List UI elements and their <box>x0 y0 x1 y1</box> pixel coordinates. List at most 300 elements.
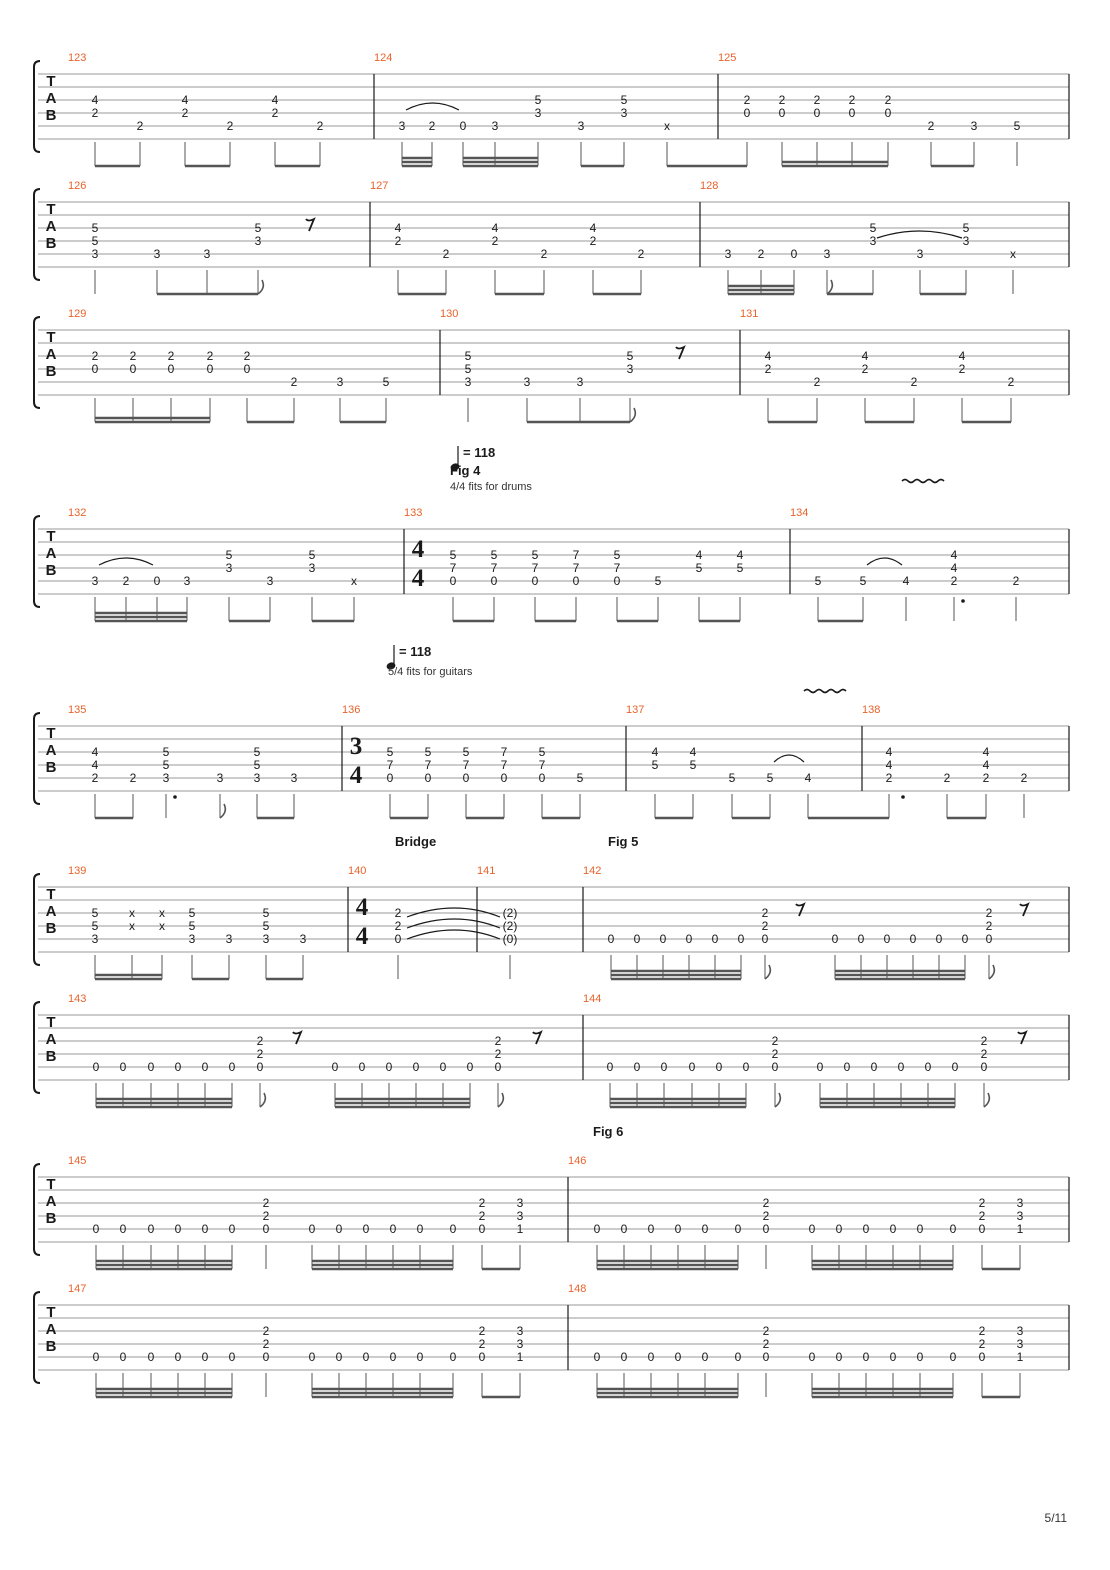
fret-number: 5 <box>91 906 99 920</box>
fret-number: 2 <box>394 906 402 920</box>
fret-number: 0 <box>685 932 693 946</box>
fret-number: 4 <box>394 221 402 235</box>
fret-number: 0 <box>92 1350 100 1364</box>
fret-number: 2 <box>1012 574 1020 588</box>
tab-system <box>34 308 1069 422</box>
fret-number: 0 <box>331 1060 339 1074</box>
rhythm-dot <box>901 795 905 799</box>
fret-number: 0 <box>308 1350 316 1364</box>
fret-number: 3 <box>254 234 262 248</box>
fret-number: 3 <box>91 574 99 588</box>
fret-number: 0 <box>831 932 839 946</box>
time-signature-top: 4 <box>355 894 369 921</box>
fret-number: 2 <box>762 1196 770 1210</box>
fret-number: 0 <box>620 1350 628 1364</box>
fret-number: 5 <box>1013 119 1021 133</box>
fret-number: 0 <box>978 1350 986 1364</box>
system-bracket <box>34 874 40 965</box>
fret-number: 0 <box>620 1222 628 1236</box>
fret-number: 5 <box>531 548 539 562</box>
fret-number: 5 <box>534 93 542 107</box>
note-flag <box>498 1093 503 1107</box>
fret-number: 7 <box>462 758 470 772</box>
fret-number: 2 <box>1020 771 1028 785</box>
fret-number: 2 <box>861 362 869 376</box>
fret-number: 4 <box>861 349 869 363</box>
fret-number: 2 <box>762 1209 770 1223</box>
fret-number: (2) <box>502 919 518 933</box>
fret-number: 0 <box>201 1350 209 1364</box>
fret-number: 0 <box>538 771 546 785</box>
fret-number: 7 <box>572 548 580 562</box>
eighth-rest <box>796 904 804 916</box>
fret-number: 0 <box>935 932 943 946</box>
tab-clef-letter: A <box>45 742 57 759</box>
fret-number: 5 <box>262 906 270 920</box>
fret-number: 4 <box>885 745 893 759</box>
tab-clef-letter: T <box>46 725 56 742</box>
fret-number: 3 <box>216 771 224 785</box>
fret-number: 5 <box>490 548 498 562</box>
measure-number: 130 <box>440 308 459 320</box>
fret-number: 2 <box>540 247 548 261</box>
note-flag <box>989 965 994 979</box>
fret-number: 3 <box>823 247 831 261</box>
fret-number: 2 <box>478 1196 486 1210</box>
section-fig4: Fig 4 <box>450 463 481 478</box>
fret-number: 2 <box>122 574 130 588</box>
fret-number: 0 <box>647 1350 655 1364</box>
tab-clef-letter: B <box>45 759 57 776</box>
fret-number: 2 <box>985 906 993 920</box>
fret-number: 0 <box>459 119 467 133</box>
fret-number: 2 <box>256 1047 264 1061</box>
fret-number: 5 <box>728 771 736 785</box>
fret-number: 3 <box>576 375 584 389</box>
section-fig6: Fig 6 <box>593 1124 624 1139</box>
fret-number: 0 <box>412 1060 420 1074</box>
fret-number: 3 <box>203 247 211 261</box>
fret-number: 0 <box>951 1060 959 1074</box>
fret-number: 3 <box>262 932 270 946</box>
fret-number: 2 <box>91 771 99 785</box>
tab-system <box>34 507 1069 621</box>
fret-number: 0 <box>916 1222 924 1236</box>
fret-number: 2 <box>262 1209 270 1223</box>
fret-number: 0 <box>243 362 251 376</box>
fret-number: 0 <box>572 574 580 588</box>
fret-number: 0 <box>701 1350 709 1364</box>
fret-number: 0 <box>449 1350 457 1364</box>
rhythm-dot <box>961 599 965 603</box>
fret-number: 2 <box>243 349 251 363</box>
tab-clef-letter: T <box>46 886 56 903</box>
fret-number: 2 <box>1007 375 1015 389</box>
note-flag <box>765 965 770 979</box>
fret-number: 3 <box>916 247 924 261</box>
fret-number: 2 <box>978 1196 986 1210</box>
fret-number: 0 <box>835 1222 843 1236</box>
fret-number: 5 <box>654 574 662 588</box>
fret-number: 4 <box>91 745 99 759</box>
fret-number: 0 <box>978 1222 986 1236</box>
fret-number: 0 <box>439 1060 447 1074</box>
fret-number: 0 <box>734 1222 742 1236</box>
fret-number: 0 <box>385 1060 393 1074</box>
fret-number: 3 <box>1016 1337 1024 1351</box>
fret-number: 5 <box>254 221 262 235</box>
fret-number: 0 <box>633 1060 641 1074</box>
measure-number: 135 <box>68 704 87 716</box>
fret-number: 0 <box>674 1350 682 1364</box>
fret-number: 2 <box>491 234 499 248</box>
measure-number: 126 <box>68 180 87 192</box>
vibrato-mark <box>902 480 944 483</box>
fret-number: 0 <box>153 574 161 588</box>
fret-number: 3 <box>91 247 99 261</box>
fret-number: 2 <box>129 771 137 785</box>
tab-clef-letter: B <box>45 920 57 937</box>
fret-number: 3 <box>225 561 233 575</box>
tab-system <box>34 704 1069 818</box>
fret-number: 2 <box>478 1337 486 1351</box>
fret-number: 2 <box>978 1209 986 1223</box>
fret-number: 0 <box>961 932 969 946</box>
fret-number: 2 <box>478 1324 486 1338</box>
fret-number: 2 <box>442 247 450 261</box>
fret-number: 2 <box>136 119 144 133</box>
fret-number: 0 <box>206 362 214 376</box>
fret-number: 0 <box>92 1222 100 1236</box>
fret-number: 5 <box>538 745 546 759</box>
system-bracket <box>34 1164 40 1255</box>
fret-number: 0 <box>147 1350 155 1364</box>
fret-number: 0 <box>883 932 891 946</box>
fret-number: 0 <box>593 1222 601 1236</box>
fret-number: 3 <box>183 574 191 588</box>
fret-number: 4 <box>695 548 703 562</box>
fret-number: 2 <box>428 119 436 133</box>
tab-clef-letter: T <box>46 1304 56 1321</box>
fret-number: 2 <box>884 93 892 107</box>
fret-number: 0 <box>174 1060 182 1074</box>
fret-number: 0 <box>660 1060 668 1074</box>
tab-system <box>34 1155 1069 1269</box>
fret-number: 0 <box>742 1060 750 1074</box>
tab-clef-letter: T <box>46 329 56 346</box>
measure-number: 145 <box>68 1155 87 1167</box>
tab-clef-letter: T <box>46 1014 56 1031</box>
fret-number: 2 <box>980 1034 988 1048</box>
fret-number: 0 <box>228 1222 236 1236</box>
tab-clef-letter: T <box>46 201 56 218</box>
fret-number: 0 <box>466 1060 474 1074</box>
tab-clef-letter: T <box>46 1176 56 1193</box>
note-flag <box>984 1093 989 1107</box>
fret-number: 5 <box>962 221 970 235</box>
fret-number: 2 <box>813 375 821 389</box>
fret-number: 5 <box>262 919 270 933</box>
tab-clef-letter: B <box>45 363 57 380</box>
fret-number: 0 <box>478 1350 486 1364</box>
fret-number: 0 <box>813 106 821 120</box>
system-bracket <box>34 1002 40 1093</box>
measure-number: 140 <box>348 865 367 877</box>
fret-number: 0 <box>808 1350 816 1364</box>
eighth-rest <box>676 347 684 359</box>
fret-number: 0 <box>494 1060 502 1074</box>
fret-number: 0 <box>688 1060 696 1074</box>
fret-number: x <box>1010 247 1016 261</box>
fret-number: 2 <box>885 771 893 785</box>
tab-system <box>34 993 1069 1107</box>
time-signature-top: 4 <box>411 536 425 563</box>
fret-number: 0 <box>256 1060 264 1074</box>
fret-number: 3 <box>91 932 99 946</box>
fret-number: 5 <box>162 758 170 772</box>
fret-number: 3 <box>626 362 634 376</box>
tempo-text-2: = 118 <box>399 644 432 659</box>
fret-number: 0 <box>174 1350 182 1364</box>
fret-number: 2 <box>757 247 765 261</box>
measure-number: 142 <box>583 865 602 877</box>
fret-number: (0) <box>502 932 518 946</box>
tab-clef-letter: A <box>45 903 57 920</box>
fret-number: 0 <box>711 932 719 946</box>
time-signature-bottom: 4 <box>355 923 369 950</box>
tab-clef-letter: A <box>45 346 57 363</box>
fret-number: 0 <box>857 932 865 946</box>
fret-number: 0 <box>816 1060 824 1074</box>
fret-number: 0 <box>884 106 892 120</box>
fret-number: 2 <box>394 234 402 248</box>
fret-number: 0 <box>916 1350 924 1364</box>
fret-number: 0 <box>358 1060 366 1074</box>
slur-tie <box>99 558 153 565</box>
fret-number: 0 <box>734 1350 742 1364</box>
fret-number: x <box>129 919 135 933</box>
fret-number: 0 <box>835 1350 843 1364</box>
measure-number: 129 <box>68 308 87 320</box>
fret-number: 0 <box>201 1222 209 1236</box>
fret-number: (2) <box>502 906 518 920</box>
fret-number: 2 <box>980 1047 988 1061</box>
fret-number: 0 <box>394 932 402 946</box>
fret-number: 0 <box>843 1060 851 1074</box>
note-flag <box>827 280 832 294</box>
fret-number: 2 <box>262 1337 270 1351</box>
fret-number: 2 <box>927 119 935 133</box>
fret-number: 2 <box>129 349 137 363</box>
fret-number: 4 <box>885 758 893 772</box>
fret-number: 0 <box>790 247 798 261</box>
page-number: 5/11 <box>1044 1511 1067 1525</box>
fret-number: 7 <box>613 561 621 575</box>
measure-number: 146 <box>568 1155 587 1167</box>
fret-number: 3 <box>516 1196 524 1210</box>
fret-number: 5 <box>449 548 457 562</box>
fret-number: x <box>351 574 357 588</box>
fret-number: 4 <box>902 574 910 588</box>
fret-number: 5 <box>464 349 472 363</box>
fret-number: 3 <box>523 375 531 389</box>
note-flag <box>775 1093 780 1107</box>
fig5-note: 5/4 fits for guitars <box>388 666 473 678</box>
tab-clef-letter: A <box>45 218 57 235</box>
fret-number: 7 <box>386 758 394 772</box>
fret-number: 5 <box>253 745 261 759</box>
fret-number: 5 <box>736 561 744 575</box>
fret-number: 2 <box>494 1034 502 1048</box>
fret-number: 0 <box>889 1350 897 1364</box>
fret-number: 1 <box>516 1222 524 1236</box>
tab-system <box>34 180 1069 294</box>
fret-number: 2 <box>91 349 99 363</box>
fret-number: 3 <box>188 932 196 946</box>
fret-number: 0 <box>613 574 621 588</box>
fret-number: 7 <box>500 758 508 772</box>
fret-number: 0 <box>386 771 394 785</box>
fret-number: 0 <box>119 1060 127 1074</box>
note-flag <box>630 408 635 422</box>
vibrato-mark <box>804 690 846 693</box>
measure-number: 123 <box>68 52 87 64</box>
fret-number: 3 <box>577 119 585 133</box>
tab-clef-letter: B <box>45 107 57 124</box>
fret-number: 0 <box>980 1060 988 1074</box>
fret-number: 4 <box>982 758 990 772</box>
fret-number: 2 <box>226 119 234 133</box>
tab-clef-letter: A <box>45 1193 57 1210</box>
fret-number: 5 <box>225 548 233 562</box>
fret-number: 0 <box>762 1222 770 1236</box>
fret-number: 4 <box>491 221 499 235</box>
fret-number: 3 <box>1016 1324 1024 1338</box>
fret-number: 2 <box>764 362 772 376</box>
fret-number: 3 <box>491 119 499 133</box>
fret-number: 3 <box>1016 1196 1024 1210</box>
fret-number: 2 <box>848 93 856 107</box>
fig4-note: 4/4 fits for drums <box>450 481 532 493</box>
time-signature-bottom: 4 <box>411 565 425 592</box>
fret-number: 5 <box>382 375 390 389</box>
fret-number: 0 <box>674 1222 682 1236</box>
fret-number: 5 <box>626 349 634 363</box>
fret-number: 3 <box>162 771 170 785</box>
system-bracket <box>34 317 40 408</box>
time-signature-top: 3 <box>349 733 363 760</box>
fret-number: 3 <box>398 119 406 133</box>
fret-number: 5 <box>620 93 628 107</box>
fret-number: 3 <box>308 561 316 575</box>
fret-number: 0 <box>607 932 615 946</box>
measure-number: 131 <box>740 308 759 320</box>
fret-number: 2 <box>978 1324 986 1338</box>
note-flag <box>258 280 263 294</box>
fret-number: 5 <box>424 745 432 759</box>
fret-number: 1 <box>1016 1350 1024 1364</box>
fret-number: 2 <box>943 771 951 785</box>
fret-number: 5 <box>695 561 703 575</box>
fret-number: 3 <box>464 375 472 389</box>
fret-number: 0 <box>308 1222 316 1236</box>
fret-number: 0 <box>593 1350 601 1364</box>
fret-number: 2 <box>978 1337 986 1351</box>
fret-number: 0 <box>659 932 667 946</box>
fret-number: 2 <box>181 106 189 120</box>
fret-number: 0 <box>201 1060 209 1074</box>
fret-number: 3 <box>153 247 161 261</box>
measure-number: 139 <box>68 865 87 877</box>
measure-number: 144 <box>583 993 602 1005</box>
fret-number: 0 <box>949 1350 957 1364</box>
fret-number: 4 <box>950 561 958 575</box>
fret-number: 0 <box>147 1222 155 1236</box>
fret-number: 7 <box>424 758 432 772</box>
fret-number: 0 <box>362 1350 370 1364</box>
fret-number: 0 <box>531 574 539 588</box>
fret-number: 2 <box>262 1196 270 1210</box>
tab-clef-letter: B <box>45 235 57 252</box>
fret-number: 1 <box>1016 1222 1024 1236</box>
section-fig5: Fig 5 <box>608 834 639 849</box>
fret-number: 4 <box>651 745 659 759</box>
measure-number: 133 <box>404 507 423 519</box>
fret-number: 3 <box>516 1324 524 1338</box>
fret-number: 2 <box>743 93 751 107</box>
fret-number: 5 <box>386 745 394 759</box>
fret-number: 2 <box>958 362 966 376</box>
fret-number: 0 <box>449 574 457 588</box>
fret-number: 2 <box>761 906 769 920</box>
eighth-rest <box>533 1032 541 1044</box>
time-signature-bottom: 4 <box>349 762 363 789</box>
system-bracket <box>34 516 40 607</box>
tie <box>407 930 500 939</box>
fret-number: 7 <box>572 561 580 575</box>
fret-number: 0 <box>262 1222 270 1236</box>
fret-number: 0 <box>862 1350 870 1364</box>
fret-number: 4 <box>958 349 966 363</box>
fret-number: 0 <box>167 362 175 376</box>
fret-number: 3 <box>266 574 274 588</box>
fret-number: 2 <box>478 1209 486 1223</box>
fret-number: 3 <box>534 106 542 120</box>
fret-number: 2 <box>637 247 645 261</box>
fret-number: 0 <box>449 1222 457 1236</box>
fret-number: 2 <box>982 771 990 785</box>
fret-number: 2 <box>762 1337 770 1351</box>
fret-number: 7 <box>490 561 498 575</box>
tie <box>407 919 500 928</box>
fret-number: 5 <box>91 234 99 248</box>
fret-number: 4 <box>804 771 812 785</box>
fret-number: 0 <box>462 771 470 785</box>
measure-number: 124 <box>374 52 393 64</box>
fret-number: 2 <box>985 919 993 933</box>
fret-number: 7 <box>538 758 546 772</box>
fret-number: 2 <box>910 375 918 389</box>
fret-number: 0 <box>416 1222 424 1236</box>
fret-number: 4 <box>91 93 99 107</box>
fret-number: 2 <box>762 1324 770 1338</box>
fret-number: 0 <box>771 1060 779 1074</box>
fret-number: 3 <box>1016 1209 1024 1223</box>
fret-number: 0 <box>889 1222 897 1236</box>
tab-clef-letter: B <box>45 1338 57 1355</box>
fret-number: 0 <box>743 106 751 120</box>
fret-number: 0 <box>737 932 745 946</box>
